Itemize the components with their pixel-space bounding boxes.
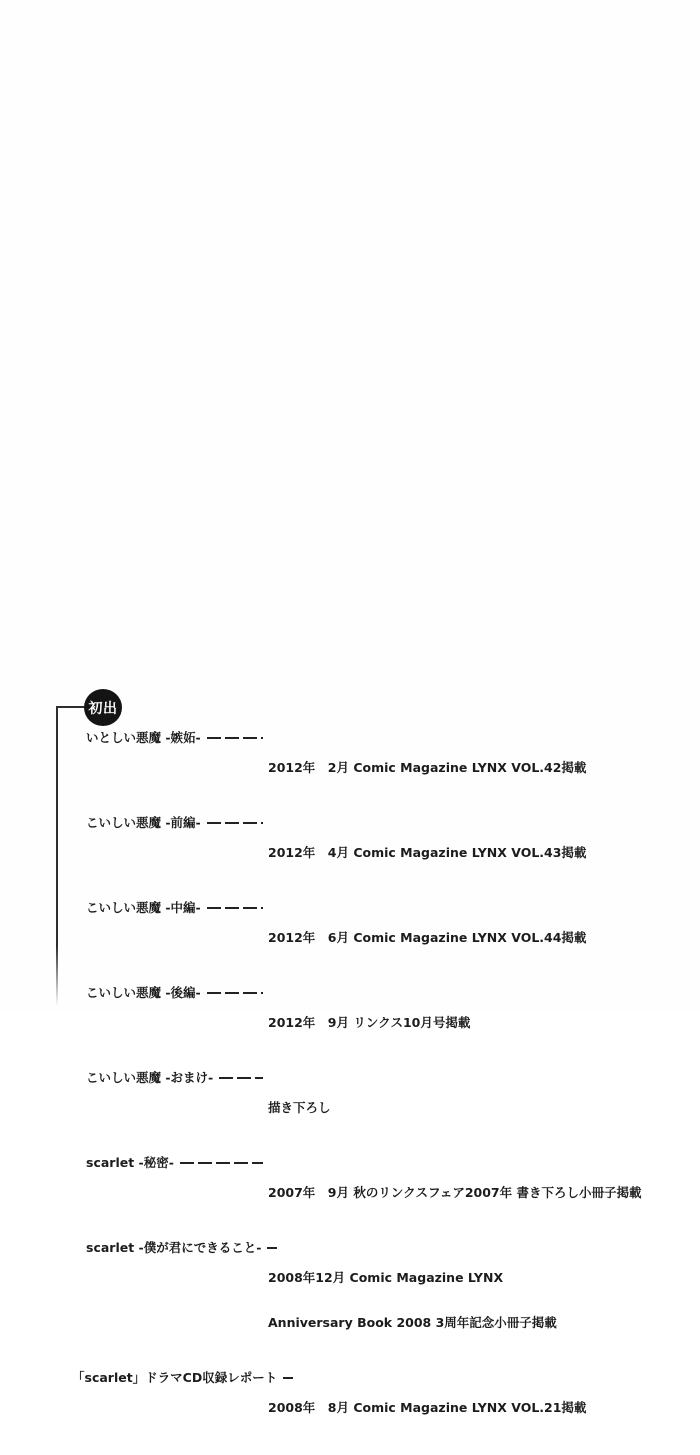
credit-title: scarlet -僕が君にできること- xyxy=(86,1240,262,1255)
credit-detail-line2: Anniversary Book 2008 3周年記念小冊子掲載 xyxy=(268,1315,557,1330)
credit-title: こいしい悪魔 -後編- xyxy=(86,985,201,1000)
credit-title: こいしい悪魔 -おまけ- xyxy=(86,1070,214,1085)
credit-title-block xyxy=(86,1155,268,1170)
credit-detail xyxy=(268,985,470,1060)
credit-detail xyxy=(268,900,586,975)
credit-title: scarlet -秘密- xyxy=(86,1155,174,1170)
credit-detail-line1: 2012年 2月 Comic Magazine LYNX VOL.42掲載 xyxy=(268,760,587,775)
credit-detail xyxy=(268,1155,641,1230)
credit-title: こいしい悪魔 -前編- xyxy=(86,815,201,830)
credit-row xyxy=(86,1070,676,1145)
credit-detail xyxy=(268,815,586,890)
credit-title-block xyxy=(86,1240,268,1255)
credit-row xyxy=(86,815,676,890)
credit-row xyxy=(86,985,676,1060)
first-publication-badge xyxy=(84,689,122,726)
credit-title-block xyxy=(86,985,268,1000)
credit-detail-line1: 描き下ろし xyxy=(268,1100,331,1115)
credit-detail xyxy=(268,1070,331,1145)
credit-title-block xyxy=(86,900,268,915)
credit-row xyxy=(86,730,676,805)
credit-row xyxy=(72,1370,676,1445)
credit-row xyxy=(86,900,676,975)
credit-detail-line1: 2012年 9月 リンクス10月号掲載 xyxy=(268,1015,471,1030)
credit-title-block xyxy=(86,815,268,830)
credit-title: 「scarlet」ドラマCD収録レポート xyxy=(72,1370,278,1385)
credit-title-block xyxy=(86,730,268,745)
credit-detail xyxy=(268,1370,586,1445)
bracket-line-vertical xyxy=(56,706,58,1006)
credit-detail-line1: 2008年 8月 Comic Magazine LYNX VOL.21掲載 xyxy=(268,1400,587,1415)
leader-line xyxy=(207,907,263,909)
credit-detail xyxy=(268,730,586,805)
credit-detail xyxy=(268,1240,557,1360)
credits-list xyxy=(72,730,676,1455)
bracket-line-horizontal xyxy=(56,706,86,708)
credit-title-block xyxy=(72,1370,278,1385)
leader-line xyxy=(180,1162,263,1164)
credit-detail-line1: 2008年12月 Comic Magazine LYNX xyxy=(268,1270,504,1285)
credit-row xyxy=(86,1155,676,1230)
credit-detail-line1: 2012年 4月 Comic Magazine LYNX VOL.43掲載 xyxy=(268,845,587,860)
first-publication-badge-label: 初出 xyxy=(88,700,118,717)
credit-row xyxy=(86,1240,676,1360)
leader-line xyxy=(219,1077,263,1079)
credit-detail-line1: 2012年 6月 Comic Magazine LYNX VOL.44掲載 xyxy=(268,930,587,945)
leader-line xyxy=(207,992,263,994)
leader-line xyxy=(207,737,263,739)
credit-title: こいしい悪魔 -中編- xyxy=(86,900,201,915)
credit-detail-line1: 2007年 9月 秋のリンクスフェア2007年 書き下ろし小冊子掲載 xyxy=(268,1185,642,1200)
credit-title-block xyxy=(86,1070,268,1085)
leader-line xyxy=(207,822,263,824)
credit-title: いとしい悪魔 -嫉妬- xyxy=(86,730,201,745)
